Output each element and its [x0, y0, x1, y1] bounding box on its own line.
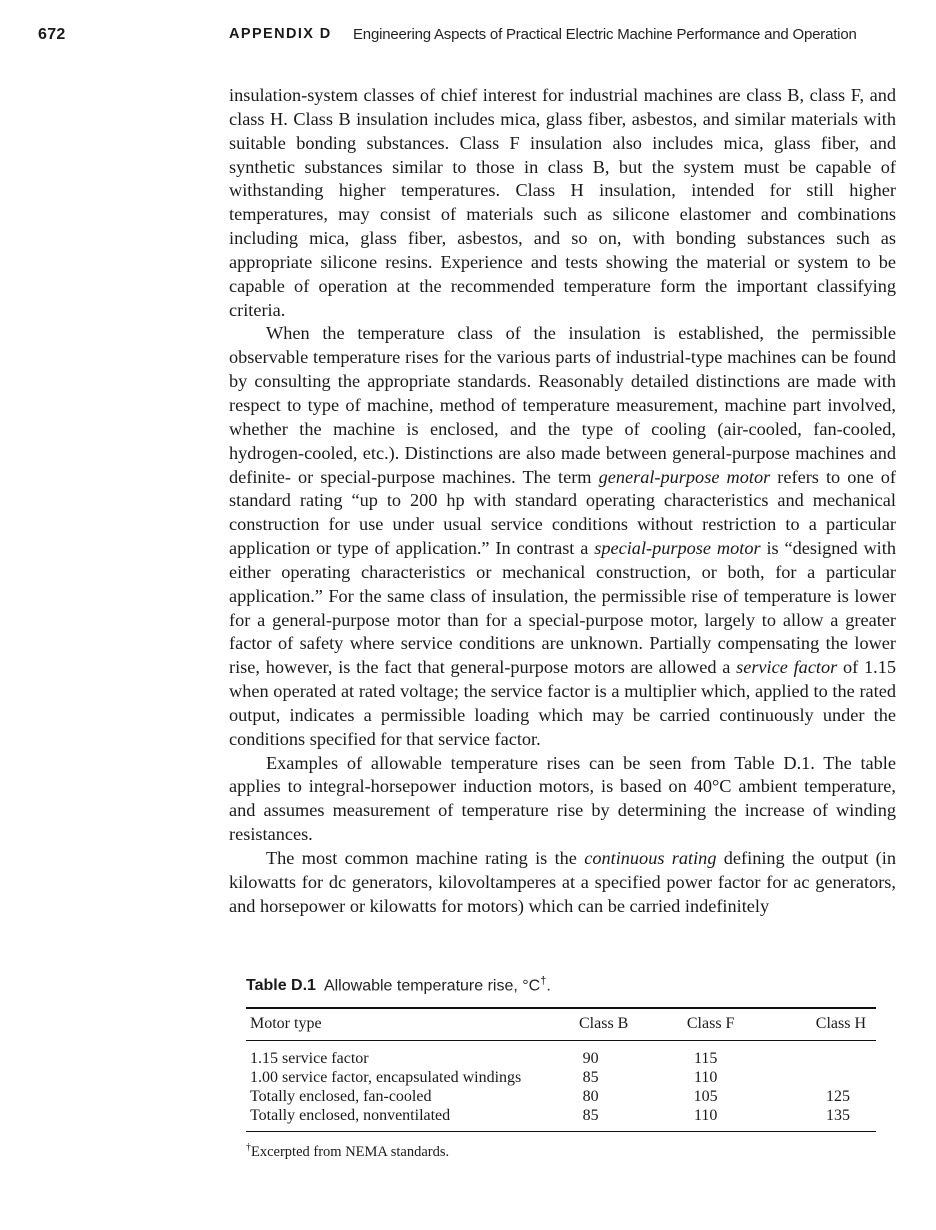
paragraph-2-text-b: refers to one of standard rating “up to 200 hp with standard operating characteristics and mechanical construction for use under usual service conditions without restriction to a particular application or type of application.” In contrast a: [229, 466, 896, 559]
table-row: [246, 1106, 876, 1132]
chapter-title: Engineering Aspects of Practical Electric Machine Performance and Operation: [353, 26, 857, 43]
footnote-mark: †: [246, 1142, 251, 1154]
row-class-h: 125: [826, 1088, 850, 1106]
paragraph-1-text: insulation-system classes of chief interest for industrial machines are class B, class F, and class H. Class B insulation includes mica, glass fiber, asbestos, and similar materials with suitable bonding substances. Class F insulation also includes mica, glass fiber, and synthetic substances similar to those in class B, but the system must be capable of withstanding higher temperatures. Class H insulation, intended for still higher temperatures, may consist of materials such as silicone elastomer and combinations including mica, glass fiber, asbestos, and so on, with bonding substances such as appropriate silicone resins. Experience and tests showing the material or system to be capable of operation at the recommended temperature form the important classifying criteria.: [229, 85, 896, 320]
paragraph-3-text: Examples of allowable temperature rises can be seen from Table D.1. The table applies to integral-horsepower induction motors, is based on 40°C ambient temperature, and assumes measurement of temperature rise by determining the increase of winding resistances.: [229, 752, 896, 845]
table-caption: [246, 975, 876, 995]
row-motor-type: Totally enclosed, nonventilated: [250, 1107, 451, 1125]
footnote-text: Excerpted from NEMA standards.: [251, 1144, 450, 1161]
row-motor-type: 1.00 service factor, encapsulated windings: [250, 1069, 522, 1087]
row-class-f: 110: [693, 1107, 718, 1125]
row-motor-type: 1.15 service factor: [250, 1050, 369, 1068]
temperature-rise-table: [246, 1007, 876, 1132]
row-class-f: 115: [693, 1050, 718, 1068]
row-class-b: 85: [582, 1069, 599, 1087]
page-number: 672: [38, 26, 66, 43]
table-caption-label: Table D.1: [246, 977, 316, 995]
header-class-f: Class F: [686, 1015, 735, 1033]
row-class-b: 85: [582, 1107, 599, 1125]
body-text: [229, 84, 896, 919]
table-row: [246, 1087, 876, 1106]
table-caption-end: .: [546, 977, 551, 995]
term-special-purpose-motor: special-purpose motor: [594, 538, 761, 559]
term-continuous-rating: continuous rating: [584, 848, 717, 868]
table-caption-text: Allowable temperature rise, °C: [323, 977, 541, 995]
paragraph-3: [229, 752, 896, 847]
row-motor-type: Totally enclosed, fan-cooled: [250, 1088, 432, 1106]
table-caption-mark: †: [540, 975, 547, 987]
paragraph-2-text-c: is “designed with either operating characteristics or mechanical construction, or both, for a particular application.” For the same class of insulation, the permissible rise of temperature is lower for a general-purpose motor than for a special-purpose motor, largely to allow a greater factor of safety where service conditions are unknown. Partially compensating the lower rise, however, is the fact that general-purpose motors are allowed a: [229, 538, 896, 678]
paragraph-1: [229, 84, 896, 322]
row-class-b: 90: [582, 1050, 599, 1068]
row-class-b: 80: [582, 1088, 599, 1106]
term-service-factor: service factor: [736, 657, 838, 678]
paragraph-2: [229, 322, 896, 751]
table-header-row: [246, 1008, 876, 1041]
appendix-label: APPENDIX D: [229, 26, 332, 42]
running-head: [0, 26, 936, 50]
row-class-h: [760, 1068, 876, 1087]
paragraph-4-text-b: defining the output (in kilowatts for dc generators, kilovoltamperes at a specified power factor for ac generators, and horsepower or kilowatts for motors) which can be carried indefinitely: [229, 848, 896, 916]
paragraph-2-text-d: of 1.15 when operated at rated voltage; the service factor is a multiplier which, applied to the rated output, indicates a permissible loading which may be carried continuously under the conditions specified for that service factor.: [229, 657, 896, 749]
table-row: [246, 1068, 876, 1087]
table-footnote: [246, 1142, 876, 1161]
header-class-h: Class H: [815, 1015, 866, 1033]
table-row: [246, 1041, 876, 1069]
row-class-f: 110: [693, 1069, 718, 1087]
row-class-h: 135: [826, 1107, 850, 1125]
row-class-f: 105: [693, 1088, 718, 1106]
paragraph-4: [229, 847, 896, 919]
row-class-h: [760, 1041, 876, 1069]
table-d1: [246, 975, 876, 1161]
paragraph-4-text-a: The most common machine rating is the: [266, 848, 585, 868]
paragraph-2-text-a: When the temperature class of the insulation is established, the permissible observable temperature rises for the various parts of industrial-type machines can be found by consulting the appropriate standards. Reasonably detailed distinctions are made with respect to type of machine, method of temperature measurement, machine part involved, whether the machine is enclosed, and the type of cooling (air-cooled, fan-cooled, hydrogen-cooled, etc.). Distinctions are also made between general-purpose machines and definite- or special-purpose machines. The term: [229, 323, 896, 487]
term-general-purpose-motor: general-purpose motor: [598, 466, 771, 487]
header-motor-type: Motor type: [250, 1015, 322, 1033]
header-class-b: Class B: [579, 1015, 629, 1033]
